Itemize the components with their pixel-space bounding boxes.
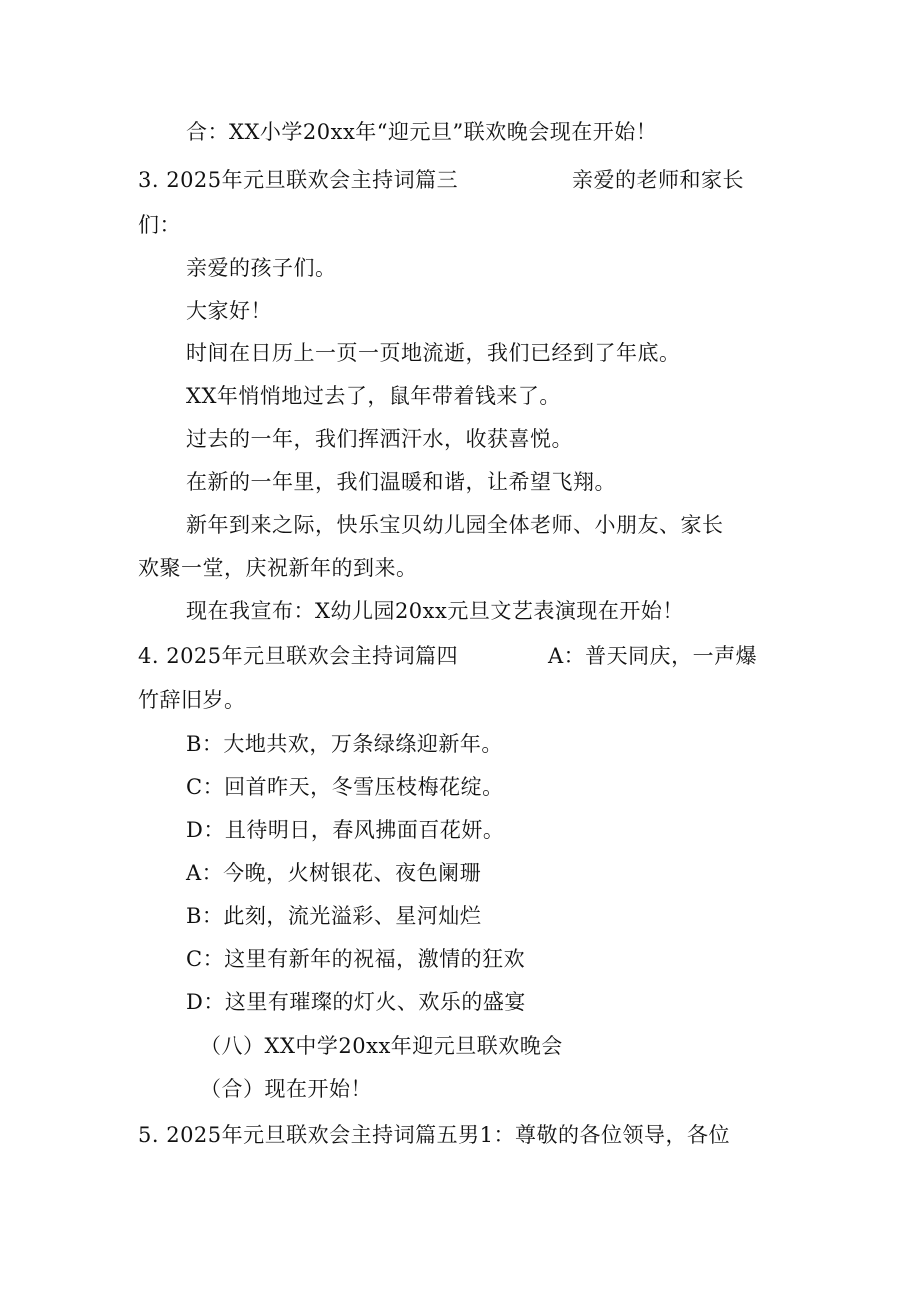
line-year-passed: XX年悄悄地过去了，鼠年带着钱来了。 (186, 384, 561, 408)
line-kindergarten-gathering: 新年到来之际，快乐宝贝幼儿园全体老师、小朋友、家长 (186, 513, 724, 537)
line-celebrate: 欢聚一堂，庆祝新年的到来。 (138, 556, 418, 580)
line-new-year-hope: 在新的一年里，我们温暖和谐，让希望飞翔。 (186, 470, 616, 494)
line-host-b-2: B：此刻，流光溢彩、星河灿烂 (186, 904, 482, 928)
line-event-title: （八）XX中学20xx年迎元旦联欢晚会 (200, 1034, 563, 1058)
line-continuation-4: 竹辞旧岁。 (138, 688, 246, 712)
line-greeting-all: 大家好！ (186, 299, 272, 323)
heading-part-4: 4. 2025年元旦联欢会主持词篇四 (138, 644, 459, 668)
heading-part-3-continuation: 亲爱的老师和家长 (572, 168, 744, 192)
heading-part-5: 5. 2025年元旦联欢会主持词篇五男1：尊敬的各位领导，各位 (138, 1123, 731, 1147)
line-host-b-1: B：大地共欢，万条绿绦迎新年。 (186, 732, 503, 756)
heading-part-3: 3. 2025年元旦联欢会主持词篇三 (138, 168, 459, 192)
line-host-c-1: C：回首昨天，冬雪压枝梅花绽。 (186, 775, 504, 799)
line-greeting-children: 亲爱的孩子们。 (186, 256, 337, 280)
line-host-a-2: A：今晚，火树银花、夜色阑珊 (186, 861, 482, 885)
line-together-start: （合）现在开始！ (200, 1077, 372, 1101)
line-announcement: 现在我宣布：X幼儿园20xx元旦文艺表演现在开始！ (186, 599, 684, 623)
line-opening-announcement: 合：XX小学20xx年“迎元旦”联欢晚会现在开始！ (186, 120, 658, 144)
line-time-passing: 时间在日历上一页一页地流逝，我们已经到了年底。 (186, 341, 681, 365)
line-host-d-1: D：且待明日，春风拂面百花妍。 (186, 818, 505, 842)
line-continuation: 们： (138, 213, 181, 237)
line-past-year: 过去的一年，我们挥洒汗水，收获喜悦。 (186, 427, 573, 451)
line-host-c-2: C：这里有新年的祝福，激情的狂欢 (186, 947, 526, 971)
line-host-d-2: D：这里有璀璨的灯火、欢乐的盛宴 (186, 990, 526, 1014)
heading-part-4-continuation: A：普天同庆，一声爆 (548, 644, 758, 668)
